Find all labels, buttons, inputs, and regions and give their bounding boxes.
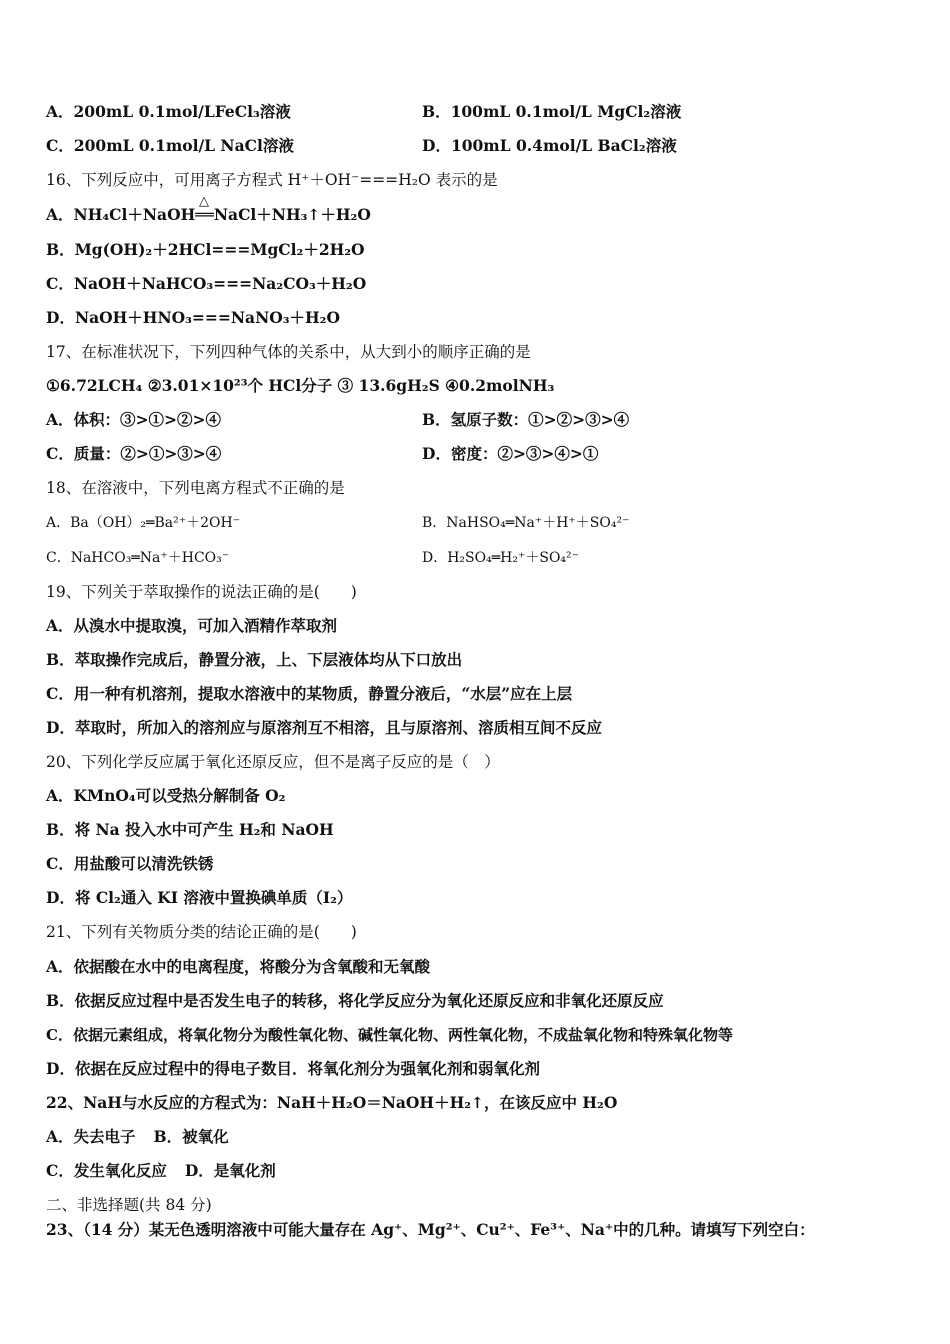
q17-option-a: A．体积：③>①>②>④ (46, 410, 221, 429)
q22-row2 (46, 1161, 276, 1181)
q21-option-a: A．依据酸在水中的电离程度，将酸分为含氧酸和无氧酸 (46, 957, 431, 976)
q19-option-d: D．萃取时，所加入的溶剂应与原溶剂互不相溶，且与原溶剂、溶质相互间不反应 (46, 718, 602, 737)
q15-row2 (46, 136, 677, 156)
q20-option-b: B．将 Na 投入水中可产生 H₂和 NaOH (46, 820, 334, 839)
q19-option-c: C．用一种有机溶剂，提取水溶液中的某物质，静置分液后，“水层”应在上层 (46, 684, 573, 703)
q18-option-a: A．Ba（OH）₂═Ba²⁺＋2OH⁻ (46, 515, 241, 531)
q18-option-b: B．NaHSO₄═Na⁺＋H⁺＋SO₄²⁻ (422, 515, 630, 531)
q18-row1 (46, 513, 630, 533)
q16-option-b: B．Mg(OH)₂＋2HCl===MgCl₂＋2H₂O (46, 240, 365, 259)
q19-option-a: A．从溴水中提取溴，可加入酒精作萃取剂 (46, 616, 338, 635)
q17-stem: 17、在标准状况下，下列四种气体的关系中，从大到小的顺序正确的是 (46, 343, 531, 361)
q15-option-b: B．100mL 0.1mol/L MgCl₂溶液 (422, 102, 682, 121)
q22-option-a: A．失去电子 (46, 1127, 136, 1146)
q15-option-c: C．200mL 0.1mol/L NaCl溶液 (46, 136, 294, 155)
q18-row2 (46, 548, 580, 568)
q20-option-d: D．将 Cl₂通入 KI 溶液中置换碘单质（I₂） (46, 888, 353, 907)
q17-row2 (46, 444, 599, 464)
q15-option-a: A．200mL 0.1mol/LFeCl₃溶液 (46, 102, 291, 121)
q21-option-b: B．依据反应过程中是否发生电子的转移，将化学反应分为氧化还原反应和非氧化还原反应 (46, 991, 664, 1010)
q18-stem: 18、在溶液中，下列电离方程式不正确的是 (46, 479, 345, 497)
q22-option-c: C．发生氧化反应 (46, 1161, 167, 1180)
q17-option-b: B．氢原子数：①>②>③>④ (422, 410, 630, 429)
q16-option-c: C．NaOH＋NaHCO₃===Na₂CO₃＋H₂O (46, 274, 367, 293)
q23-stem: 23、（14 分）某无色透明溶液中可能大量存在 Ag⁺、Mg²⁺、Cu²⁺、Fe³⁺、Na⁺中的几种。请填写下列空白： (46, 1220, 815, 1239)
q21-stem: 21、下列有关物质分类的结论正确的是( ) (46, 923, 357, 941)
q20-stem: 20、下列化学反应属于氧化还原反应，但不是离子反应的是（ ） (46, 753, 500, 771)
q16-option-a: A．NH₄Cl＋NaOH══NaCl＋NH₃↑＋H₂O △ (46, 194, 371, 224)
q15-row1 (46, 102, 682, 122)
q16-option-d: D．NaOH＋HNO₃===NaNO₃＋H₂O (46, 308, 340, 327)
q17-option-c: C．质量：②>①>③>④ (46, 444, 222, 463)
q22-stem: 22、NaH与水反应的方程式为：NaH＋H₂O＝NaOH＋H₂↑，在该反应中 H₂O (46, 1093, 618, 1112)
q21-option-d: D．依据在反应过程中的得电子数目．将氧化剂分为强氧化剂和弱氧化剂 (46, 1059, 540, 1078)
q22-option-b: B．被氧化 (153, 1127, 229, 1146)
q22-option-d: D．是氧化剂 (184, 1161, 276, 1180)
q21-option-c: C．依据元素组成，将氧化物分为酸性氧化物、碱性氧化物、两性氧化物，不成盐氧化物和特殊氧化物等 (46, 1026, 733, 1044)
q18-option-d: D．H₂SO₄═H₂⁺＋SO₄²⁻ (422, 550, 580, 566)
q17-option-d: D．密度：②>③>④>① (422, 444, 599, 463)
section-heading: 二、非选择题(共 84 分) (46, 1196, 212, 1214)
q20-option-a: A．KMnO₄可以受热分解制备 O₂ (46, 786, 286, 805)
q20-option-c: C．用盐酸可以清洗铁锈 (46, 854, 214, 873)
heat-condition-mark: △ (199, 194, 209, 209)
q18-option-c: C．NaHCO₃═Na⁺＋HCO₃⁻ (46, 550, 230, 566)
q16-stem: 16、下列反应中，可用离子方程式 H⁺＋OH⁻===H₂O 表示的是 (46, 171, 498, 189)
q17-row1 (46, 410, 630, 430)
q22-row1 (46, 1127, 229, 1147)
q19-stem: 19、下列关于萃取操作的说法正确的是( ) (46, 583, 357, 601)
q19-option-b: B．萃取操作完成后，静置分液，上、下层液体均从下口放出 (46, 650, 463, 669)
q15-option-d: D．100mL 0.4mol/L BaCl₂溶液 (422, 136, 677, 155)
q17-items: ①6.72LCH₄ ②3.01×10²³个 HCl分子 ③ 13.6gH₂S ④0.2molNH₃ (46, 376, 555, 395)
